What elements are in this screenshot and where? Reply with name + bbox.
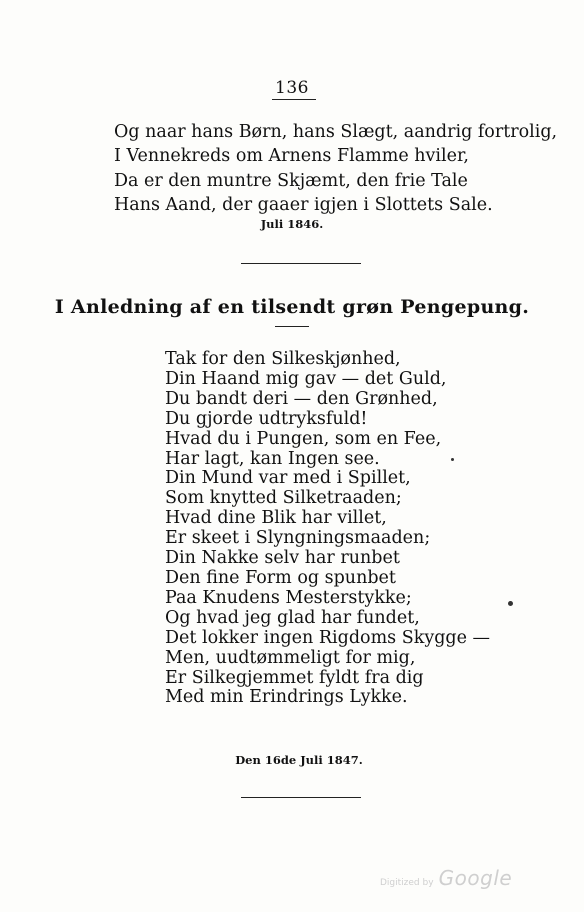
date-2: Den 16de Juli 1847. bbox=[235, 753, 363, 767]
watermark bbox=[380, 866, 512, 890]
verse-line: Er skeet i Slyngningsmaaden; bbox=[165, 528, 431, 549]
verse-line: Den fine Form og spunbet bbox=[165, 567, 396, 588]
page-number: 136 bbox=[275, 78, 309, 98]
verse-line: Og hvad jeg glad har fundet, bbox=[165, 607, 420, 628]
ink-speck bbox=[508, 601, 513, 606]
watermark-prefix: Digitized by bbox=[380, 878, 434, 888]
verse-line: Da er den muntre Skjæmt, den frie Tale bbox=[114, 170, 468, 191]
page-number-rule bbox=[272, 99, 316, 100]
verse-line: Du gjorde udtryksfuld! bbox=[165, 408, 368, 429]
verse-line: Din Mund var med i Spillet, bbox=[165, 468, 411, 489]
poem-title: I Anledning af en tilsendt grøn Pengepung. bbox=[54, 296, 530, 318]
verse-line: Hvad du i Pungen, som en Fee, bbox=[165, 428, 442, 449]
verse-line: Og naar hans Børn, hans Slægt, aandrig fortrolig, bbox=[114, 122, 558, 142]
verse-line: Med min Erindrings Lykke. bbox=[165, 687, 408, 708]
verse-line: Det lokker ingen Rigdoms Skygge — bbox=[165, 627, 491, 648]
verse-line: Paa Knudens Mesterstykke; bbox=[165, 587, 412, 608]
verse-line: Hvad dine Blik har villet, bbox=[165, 508, 387, 529]
title-rule bbox=[275, 326, 309, 327]
verse-line: Din Haand mig gav — det Guld, bbox=[165, 368, 447, 389]
stanza-end bbox=[114, 120, 558, 217]
verse-line: Som knytted Silketraaden; bbox=[165, 488, 402, 509]
verse-line: Hans Aand, der gaaer igjen i Slottets Sale. bbox=[114, 194, 493, 215]
poem-body bbox=[165, 350, 495, 708]
section-divider bbox=[241, 263, 361, 264]
verse-line: Men, uudtømmeligt for mig, bbox=[165, 647, 416, 668]
verse-line: Er Silkegjemmet fyldt fra dig bbox=[165, 667, 424, 688]
date-1: Juli 1846. bbox=[260, 217, 324, 231]
ink-speck bbox=[451, 458, 454, 461]
verse-line: Du bandt deri — den Grønhed, bbox=[165, 388, 438, 409]
verse-line: Har lagt, kan Ingen see. bbox=[165, 448, 380, 469]
verse-line: Din Nakke selv har runbet bbox=[165, 548, 400, 569]
google-logo: Google bbox=[438, 866, 513, 890]
section-divider-bottom bbox=[241, 797, 361, 798]
verse-line: I Vennekreds om Arnens Flamme hviler, bbox=[114, 146, 469, 167]
verse-line: Tak for den Silkeskjønhed, bbox=[165, 349, 401, 369]
